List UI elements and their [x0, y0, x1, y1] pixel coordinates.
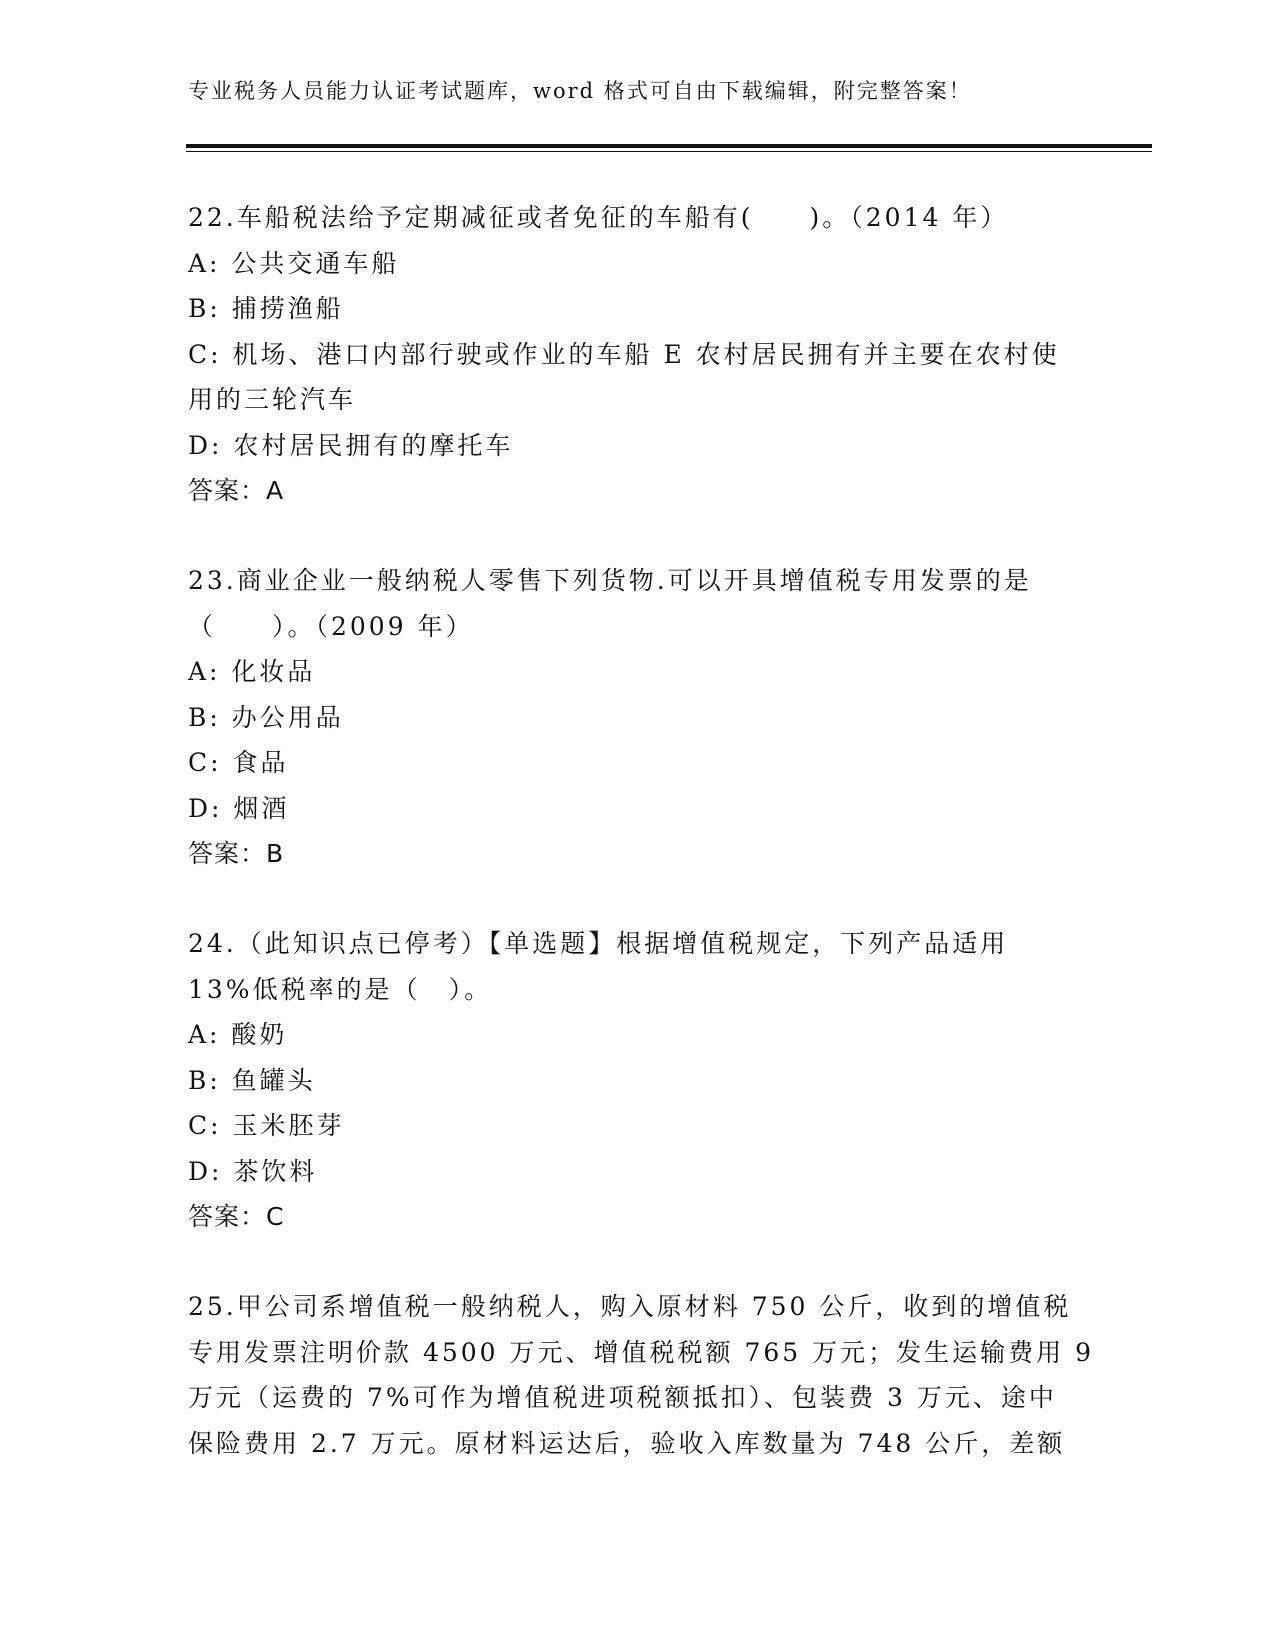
question-24 [188, 921, 1078, 1240]
question-25-stem-line-2: 专用发票注明价款 4500 万元、增值税税额 765 万元；发生运输费用 9 [188, 1337, 1094, 1367]
question-23-answer: 答案：B [188, 839, 285, 868]
question-22 [188, 195, 1078, 514]
question-24-stem-line: 24.（此知识点已停考）【单选题】根据增值税规定，下列产品适用 [188, 929, 1009, 958]
question-22-option-b: B: 捕捞渔船 [188, 294, 344, 323]
question-22-answer: 答案：A [188, 476, 285, 505]
question-25 [188, 1284, 1094, 1466]
header-text: 专业税务人员能力认证考试题库，word 格式可自由下载编辑，附完整答案！ [188, 79, 972, 103]
question-23-stem-line: 23.商业企业一般纳税人零售下列货物.可以开具增值税专用发票的是 [188, 566, 1032, 595]
question-23-stem-line-continued: （ ）。（2009 年） [188, 611, 474, 641]
question-22-option-d: D: 农村居民拥有的摩托车 [188, 430, 514, 460]
question-23 [188, 558, 1078, 877]
question-25-stem-line-3: 万元（运费的 7%可作为增值税进项税额抵扣）、包装费 3 万元、途中 [188, 1383, 1057, 1412]
question-24-option-b: B: 鱼罐头 [188, 1065, 316, 1095]
question-24-option-a: A: 酸奶 [188, 1020, 288, 1049]
question-22-option-c: C: 机场、港口内部行驶或作业的车船 E 农村居民拥有并主要在农村使 [188, 339, 1060, 369]
question-24-option-c: C: 玉米胚芽 [188, 1111, 345, 1140]
question-24-answer: 答案：C [188, 1202, 285, 1231]
header-rule-thin [186, 151, 1152, 152]
question-22-stem-line: 22.车船税法给予定期减征或者免征的车船有( )。（2014 年） [188, 203, 1009, 232]
question-25-stem-line-1: 25.甲公司系增值税一般纳税人，购入原材料 750 公斤，收到的增值税 [188, 1292, 1072, 1321]
question-24-option-d: D: 茶饮料 [188, 1156, 318, 1186]
question-22-option-a: A: 公共交通车船 [188, 248, 400, 278]
question-23-option-d: D: 烟酒 [188, 793, 290, 823]
question-23-option-c: C: 食品 [188, 748, 289, 777]
question-25-stem-line-4: 保险费用 2.7 万元。原材料运达后，验收入库数量为 748 公斤，差额 [188, 1428, 1066, 1458]
header-rule-thick [186, 144, 1152, 148]
question-24-stem-line-continued: 13%低税率的是（ ）。 [188, 974, 493, 1004]
question-23-option-a: A: 化妆品 [188, 657, 316, 686]
question-23-option-b: B: 办公用品 [188, 702, 344, 732]
question-22-option-c-continued: 用的三轮汽车 [188, 385, 357, 414]
